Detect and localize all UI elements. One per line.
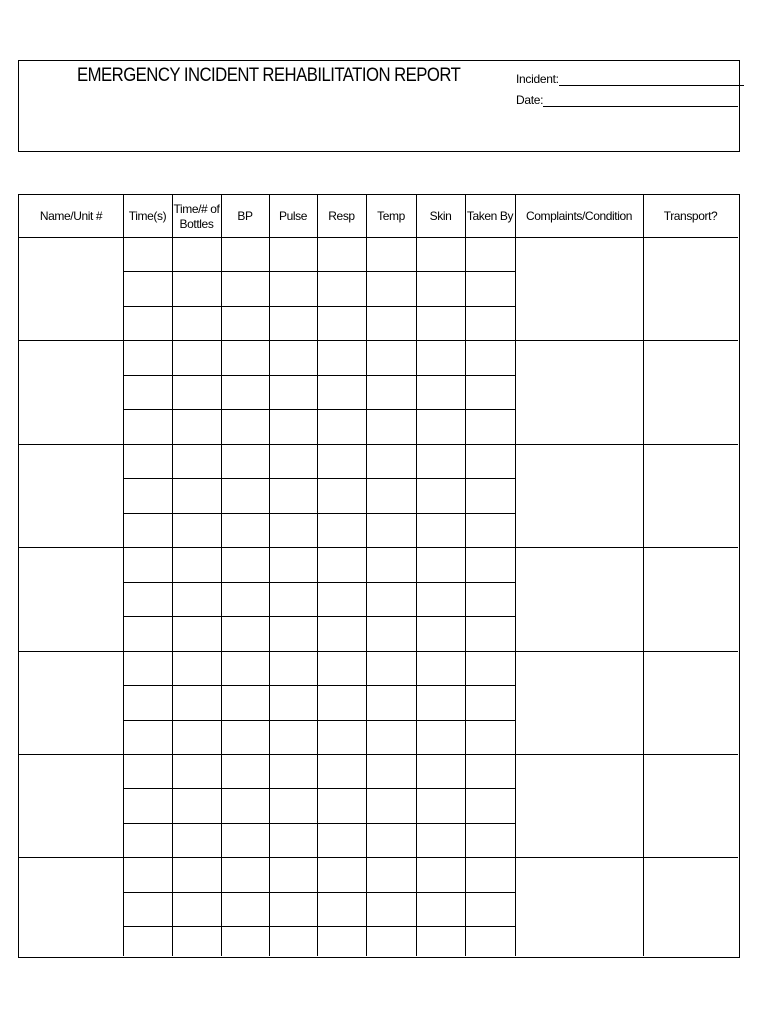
complaints-condition-cell[interactable]: [515, 340, 643, 443]
bp-cell[interactable]: [221, 271, 269, 305]
transport-cell[interactable]: [643, 340, 738, 443]
complaints-condition-cell[interactable]: [515, 754, 643, 857]
resp-cell[interactable]: [317, 720, 366, 754]
column-header-pulse: Pulse: [278, 208, 308, 223]
pulse-cell[interactable]: [269, 754, 317, 788]
pulse-cell[interactable]: [269, 271, 317, 305]
resp-cell[interactable]: [317, 857, 366, 891]
time-bottles-cell[interactable]: [172, 375, 221, 409]
table-row: [19, 237, 738, 340]
time-bottles-cell[interactable]: [172, 857, 221, 891]
skin-cell[interactable]: [416, 306, 465, 340]
name-unit-cell[interactable]: [19, 857, 123, 960]
bp-cell[interactable]: [221, 892, 269, 926]
taken-by-cell[interactable]: [465, 616, 515, 650]
resp-cell[interactable]: [317, 306, 366, 340]
skin-cell[interactable]: [416, 375, 465, 409]
bp-cell[interactable]: [221, 685, 269, 719]
temp-cell[interactable]: [366, 478, 416, 512]
skin-cell[interactable]: [416, 823, 465, 857]
time-bottles-cell[interactable]: [172, 823, 221, 857]
resp-cell[interactable]: [317, 409, 366, 443]
time-bottles-cell[interactable]: [172, 651, 221, 685]
incident-label: Incident:: [516, 72, 559, 86]
complaints-condition-cell[interactable]: [515, 547, 643, 650]
table-row: [19, 651, 738, 754]
incident-input-line[interactable]: [559, 73, 744, 86]
skin-cell[interactable]: [416, 271, 465, 305]
resp-cell[interactable]: [317, 271, 366, 305]
table-row: [19, 340, 738, 443]
column-header-taken-by: Taken By: [466, 208, 514, 223]
name-unit-cell[interactable]: [19, 754, 123, 857]
times-cell[interactable]: [123, 271, 172, 305]
bp-cell[interactable]: [221, 513, 269, 547]
skin-cell[interactable]: [416, 892, 465, 926]
bp-cell[interactable]: [221, 720, 269, 754]
taken-by-cell[interactable]: [465, 237, 515, 271]
temp-cell[interactable]: [366, 409, 416, 443]
time-bottles-cell[interactable]: [172, 478, 221, 512]
times-cell[interactable]: [123, 478, 172, 512]
resp-cell[interactable]: [317, 616, 366, 650]
bp-cell[interactable]: [221, 547, 269, 581]
incident-field: [516, 72, 744, 86]
times-cell[interactable]: [123, 547, 172, 581]
name-unit-cell[interactable]: [19, 651, 123, 754]
temp-cell[interactable]: [366, 547, 416, 581]
times-cell[interactable]: [123, 857, 172, 891]
pulse-cell[interactable]: [269, 857, 317, 891]
pulse-cell[interactable]: [269, 788, 317, 822]
times-cell[interactable]: [123, 788, 172, 822]
times-cell[interactable]: [123, 237, 172, 271]
resp-cell[interactable]: [317, 926, 366, 960]
taken-by-cell[interactable]: [465, 271, 515, 305]
complaints-condition-cell[interactable]: [515, 651, 643, 754]
times-cell[interactable]: [123, 754, 172, 788]
resp-cell[interactable]: [317, 788, 366, 822]
resp-cell[interactable]: [317, 444, 366, 478]
times-cell[interactable]: [123, 926, 172, 960]
pulse-cell[interactable]: [269, 582, 317, 616]
resp-cell[interactable]: [317, 375, 366, 409]
complaints-condition-cell[interactable]: [515, 857, 643, 960]
column-header-name-unit: Name/Unit #: [39, 208, 103, 223]
skin-cell[interactable]: [416, 754, 465, 788]
time-bottles-cell[interactable]: [172, 547, 221, 581]
bp-cell[interactable]: [221, 478, 269, 512]
resp-cell[interactable]: [317, 582, 366, 616]
column-header-skin: Skin: [429, 208, 452, 223]
pulse-cell[interactable]: [269, 237, 317, 271]
name-unit-cell[interactable]: [19, 340, 123, 443]
table-row: [19, 547, 738, 650]
taken-by-cell[interactable]: [465, 582, 515, 616]
bp-cell[interactable]: [221, 788, 269, 822]
times-cell[interactable]: [123, 340, 172, 374]
bp-cell[interactable]: [221, 926, 269, 960]
times-cell[interactable]: [123, 582, 172, 616]
pulse-cell[interactable]: [269, 547, 317, 581]
time-bottles-cell[interactable]: [172, 444, 221, 478]
skin-cell[interactable]: [416, 547, 465, 581]
bp-cell[interactable]: [221, 340, 269, 374]
transport-cell[interactable]: [643, 651, 738, 754]
skin-cell[interactable]: [416, 685, 465, 719]
pulse-cell[interactable]: [269, 926, 317, 960]
column-header-times: Time(s): [128, 208, 167, 223]
skin-cell[interactable]: [416, 513, 465, 547]
times-cell[interactable]: [123, 375, 172, 409]
resp-cell[interactable]: [317, 237, 366, 271]
bp-cell[interactable]: [221, 237, 269, 271]
bp-cell[interactable]: [221, 444, 269, 478]
taken-by-cell[interactable]: [465, 340, 515, 374]
taken-by-cell[interactable]: [465, 926, 515, 960]
table-row: [19, 754, 738, 857]
pulse-cell[interactable]: [269, 823, 317, 857]
taken-by-cell[interactable]: [465, 375, 515, 409]
time-bottles-cell[interactable]: [172, 788, 221, 822]
time-bottles-cell[interactable]: [172, 306, 221, 340]
resp-cell[interactable]: [317, 547, 366, 581]
table-row: [19, 444, 738, 547]
times-cell[interactable]: [123, 409, 172, 443]
column-header-time-bottles: Time/# of Bottles: [173, 202, 220, 231]
transport-cell[interactable]: [643, 444, 738, 547]
bp-cell[interactable]: [221, 409, 269, 443]
rehab-log-table: [18, 194, 740, 958]
time-bottles-cell[interactable]: [172, 616, 221, 650]
skin-cell[interactable]: [416, 444, 465, 478]
taken-by-cell[interactable]: [465, 547, 515, 581]
taken-by-cell[interactable]: [465, 892, 515, 926]
taken-by-cell[interactable]: [465, 478, 515, 512]
taken-by-cell[interactable]: [465, 857, 515, 891]
skin-cell[interactable]: [416, 720, 465, 754]
times-cell[interactable]: [123, 306, 172, 340]
temp-cell[interactable]: [366, 857, 416, 891]
taken-by-cell[interactable]: [465, 409, 515, 443]
temp-cell[interactable]: [366, 754, 416, 788]
complaints-condition-cell[interactable]: [515, 444, 643, 547]
times-cell[interactable]: [123, 892, 172, 926]
time-bottles-cell[interactable]: [172, 340, 221, 374]
name-unit-cell[interactable]: [19, 444, 123, 547]
pulse-cell[interactable]: [269, 720, 317, 754]
temp-cell[interactable]: [366, 788, 416, 822]
temp-cell[interactable]: [366, 685, 416, 719]
taken-by-cell[interactable]: [465, 754, 515, 788]
bp-cell[interactable]: [221, 823, 269, 857]
resp-cell[interactable]: [317, 892, 366, 926]
resp-cell[interactable]: [317, 754, 366, 788]
time-bottles-cell[interactable]: [172, 237, 221, 271]
temp-cell[interactable]: [366, 651, 416, 685]
times-cell[interactable]: [123, 823, 172, 857]
pulse-cell[interactable]: [269, 306, 317, 340]
name-unit-cell[interactable]: [19, 237, 123, 340]
times-cell[interactable]: [123, 616, 172, 650]
taken-by-cell[interactable]: [465, 720, 515, 754]
time-bottles-cell[interactable]: [172, 720, 221, 754]
temp-cell[interactable]: [366, 823, 416, 857]
taken-by-cell[interactable]: [465, 685, 515, 719]
skin-cell[interactable]: [416, 788, 465, 822]
temp-cell[interactable]: [366, 306, 416, 340]
bp-cell[interactable]: [221, 651, 269, 685]
column-header-temp: Temp: [377, 208, 405, 223]
taken-by-cell[interactable]: [465, 444, 515, 478]
temp-cell[interactable]: [366, 271, 416, 305]
pulse-cell[interactable]: [269, 892, 317, 926]
taken-by-cell[interactable]: [465, 823, 515, 857]
taken-by-cell[interactable]: [465, 306, 515, 340]
table-row: [19, 857, 738, 960]
skin-cell[interactable]: [416, 237, 465, 271]
skin-cell[interactable]: [416, 857, 465, 891]
resp-cell[interactable]: [317, 823, 366, 857]
taken-by-cell[interactable]: [465, 513, 515, 547]
pulse-cell[interactable]: [269, 478, 317, 512]
pulse-cell[interactable]: [269, 651, 317, 685]
date-field: [516, 93, 738, 107]
column-header-bp: BP: [237, 208, 253, 223]
resp-cell[interactable]: [317, 651, 366, 685]
resp-cell[interactable]: [317, 685, 366, 719]
bp-cell[interactable]: [221, 582, 269, 616]
column-header-transport: Transport?: [663, 208, 718, 223]
bp-cell[interactable]: [221, 754, 269, 788]
report-header: [18, 60, 740, 152]
name-unit-cell[interactable]: [19, 547, 123, 650]
time-bottles-cell[interactable]: [172, 685, 221, 719]
resp-cell[interactable]: [317, 340, 366, 374]
skin-cell[interactable]: [416, 582, 465, 616]
pulse-cell[interactable]: [269, 513, 317, 547]
column-header-complaints-condition: Complaints/Condition: [525, 208, 633, 223]
times-cell[interactable]: [123, 651, 172, 685]
times-cell[interactable]: [123, 444, 172, 478]
time-bottles-cell[interactable]: [172, 582, 221, 616]
temp-cell[interactable]: [366, 892, 416, 926]
transport-cell[interactable]: [643, 857, 738, 960]
temp-cell[interactable]: [366, 582, 416, 616]
transport-cell[interactable]: [643, 237, 738, 340]
resp-cell[interactable]: [317, 478, 366, 512]
temp-cell[interactable]: [366, 444, 416, 478]
times-cell[interactable]: [123, 720, 172, 754]
bp-cell[interactable]: [221, 375, 269, 409]
temp-cell[interactable]: [366, 237, 416, 271]
pulse-cell[interactable]: [269, 444, 317, 478]
temp-cell[interactable]: [366, 926, 416, 960]
taken-by-cell[interactable]: [465, 788, 515, 822]
temp-cell[interactable]: [366, 340, 416, 374]
time-bottles-cell[interactable]: [172, 271, 221, 305]
bp-cell[interactable]: [221, 306, 269, 340]
bp-cell[interactable]: [221, 857, 269, 891]
skin-cell[interactable]: [416, 616, 465, 650]
taken-by-cell[interactable]: [465, 651, 515, 685]
temp-cell[interactable]: [366, 513, 416, 547]
skin-cell[interactable]: [416, 409, 465, 443]
time-bottles-cell[interactable]: [172, 926, 221, 960]
skin-cell[interactable]: [416, 340, 465, 374]
resp-cell[interactable]: [317, 513, 366, 547]
pulse-cell[interactable]: [269, 616, 317, 650]
temp-cell[interactable]: [366, 720, 416, 754]
column-header-resp: Resp: [328, 208, 355, 223]
time-bottles-cell[interactable]: [172, 892, 221, 926]
skin-cell[interactable]: [416, 478, 465, 512]
transport-cell[interactable]: [643, 547, 738, 650]
temp-cell[interactable]: [366, 375, 416, 409]
bp-cell[interactable]: [221, 616, 269, 650]
times-cell[interactable]: [123, 685, 172, 719]
times-cell[interactable]: [123, 513, 172, 547]
report-title: EMERGENCY INCIDENT REHABILITATION REPORT: [77, 65, 461, 86]
complaints-condition-cell[interactable]: [515, 237, 643, 340]
skin-cell[interactable]: [416, 651, 465, 685]
temp-cell[interactable]: [366, 616, 416, 650]
time-bottles-cell[interactable]: [172, 754, 221, 788]
date-label: Date:: [516, 93, 544, 107]
time-bottles-cell[interactable]: [172, 409, 221, 443]
transport-cell[interactable]: [643, 754, 738, 857]
pulse-cell[interactable]: [269, 340, 317, 374]
date-input-line[interactable]: [543, 94, 738, 107]
pulse-cell[interactable]: [269, 409, 317, 443]
time-bottles-cell[interactable]: [172, 513, 221, 547]
skin-cell[interactable]: [416, 926, 465, 960]
pulse-cell[interactable]: [269, 375, 317, 409]
pulse-cell[interactable]: [269, 685, 317, 719]
